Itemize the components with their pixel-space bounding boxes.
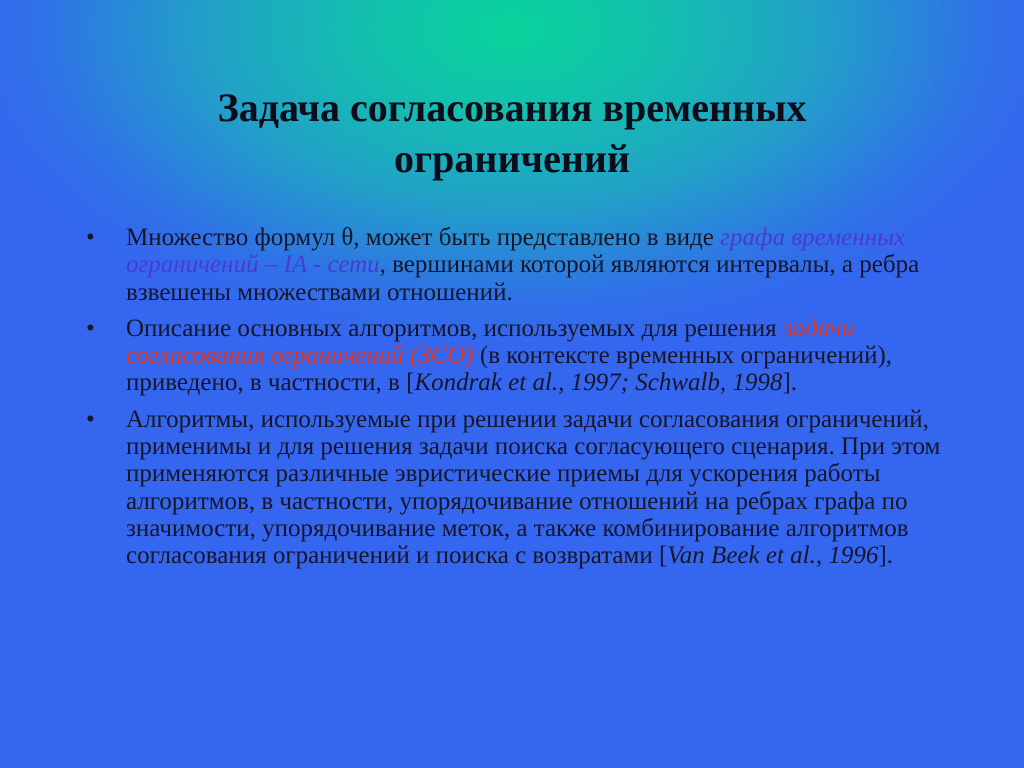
bullet-dot-icon: • (86, 314, 95, 342)
bullet-3-text-b: ]. (878, 542, 893, 570)
bullet-1-text-a: Множество формул θ, может быть представлено в виде (126, 224, 721, 251)
bullet-1-text-b: , вершинами которой являются интервалы, а ребра взвешены множествами отношений. (126, 251, 920, 306)
bullet-2-text-c: ]. (782, 369, 798, 397)
bullet-item-3 (86, 406, 946, 570)
bullet-1-highlight-ia-network: графа временных ограничений – IA - сети (126, 224, 906, 279)
bullet-2-highlight-zso: задачи согласования ограничений (ЗСО) (126, 314, 855, 370)
bullet-item-2 (86, 315, 946, 397)
bullet-dot-icon: • (86, 224, 95, 251)
bullet-3-reference: Van Beek et al., 1996 (667, 542, 879, 570)
slide-title-line-1: Задача согласования временных (217, 85, 807, 130)
bullet-item-1 (86, 224, 946, 306)
bullet-list (86, 224, 946, 579)
bullet-3-text-a: Алгоритмы, используемые при решении задачи согласования ограничений, применимы и для решения задачи поиска согласующего сценария. При этом применяются различные эвристические приемы для ускорения работы алгоритмов, в частности, упорядочивание отношений на ребрах графа по значимости, упорядочивание меток, а также комбинирование алгоритмов согласования ограничений и поиска с возвратами [ (126, 405, 941, 570)
slide-title-line-2: ограничений (394, 136, 630, 181)
bullet-dot-icon: • (86, 405, 95, 433)
bullet-2-text-b: (в контексте временных ограничений), приведено, в частности, в [ (126, 342, 893, 397)
bullet-2-text-a: Описание основных алгоритмов, используемых для решения (126, 314, 783, 342)
slide-title (100, 82, 924, 184)
bullet-2-reference: Kondrak et al., 1997; Schwalb, 1998 (414, 369, 783, 397)
